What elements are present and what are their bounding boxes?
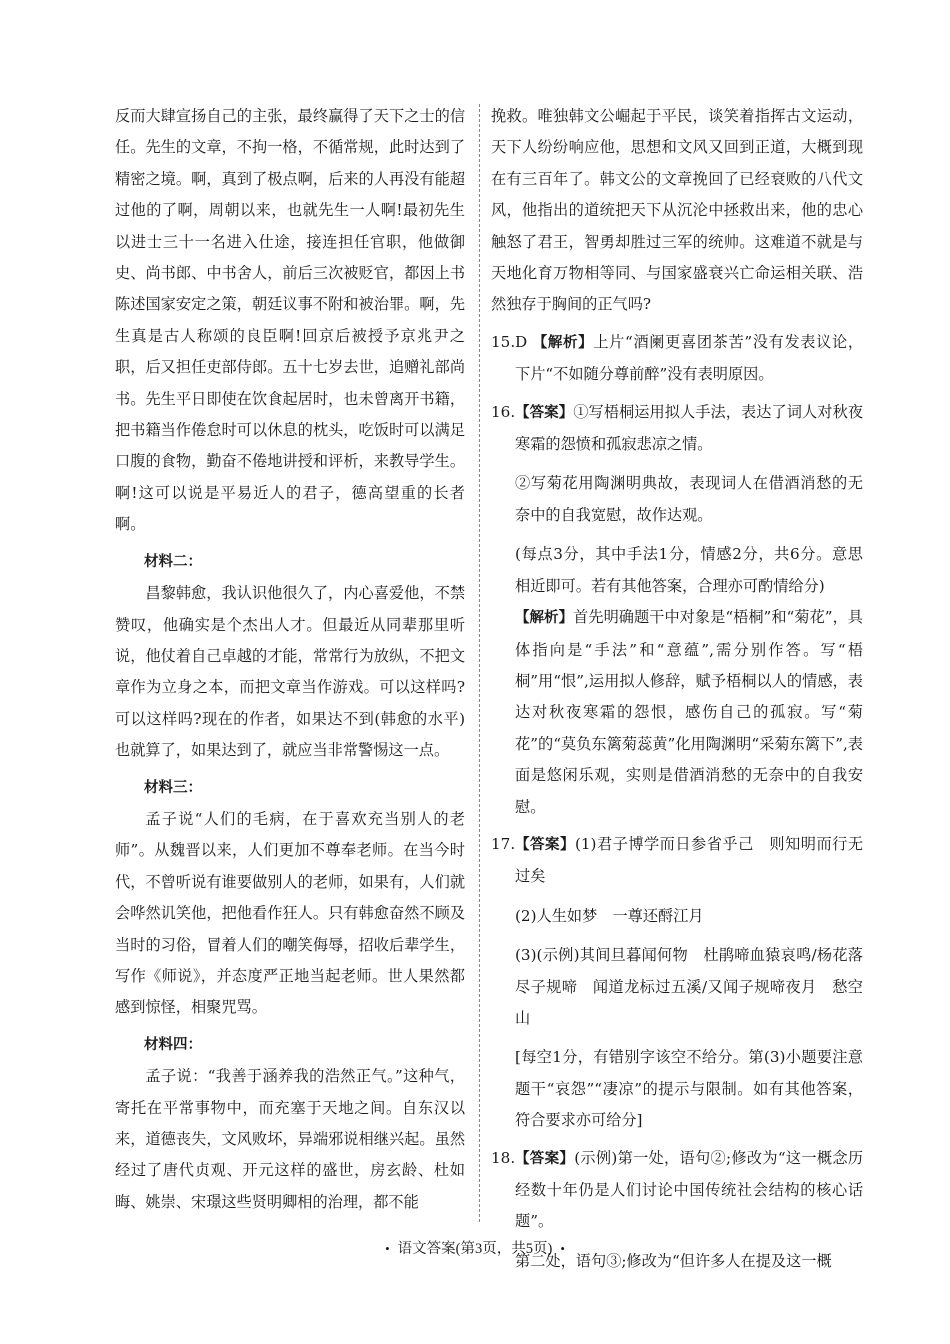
material-four xyxy=(115,1030,465,1218)
question-17 xyxy=(491,829,863,1137)
question-16-analysis-tag: 【解析】 xyxy=(515,610,574,627)
question-18-second: 第二处，语句③;修改为“但许多人在提及这一概 xyxy=(515,1251,832,1270)
question-17-part-3: (3)(示例)其间旦暮闻何物 杜鹃啼血猿哀鸣/杨花落尽子规啼 闻道龙标过五溪/又闻子规啼夜月 愁空山 xyxy=(515,946,863,1027)
question-17-scoring: [每空1分，有错别字该空不给分。第(3)小题要注意题干“哀怨”“凄凉”的提示与限制。如有其他答案，符合要求亦可给分] xyxy=(515,1048,863,1130)
page-footer xyxy=(0,1237,950,1258)
question-16-number: 16. xyxy=(491,402,516,421)
question-16-point-1: ①写梧桐运用拟人手法，表达了词人对秋夜寒霜的怨愤和孤寂悲凉之情。 xyxy=(515,402,864,454)
left-column xyxy=(115,101,465,1218)
footer-bullet-left: • xyxy=(385,1241,390,1256)
question-16-point-2: ②写菊花用陶渊明典故，表现词人在借酒消愁的无奈中的自我宽慰，故作达观。 xyxy=(515,474,863,524)
right-column xyxy=(491,101,863,1277)
question-16-answer-tag: 【答案】 xyxy=(515,404,574,421)
material-two xyxy=(115,547,465,767)
footer-bullet-right: • xyxy=(560,1241,565,1256)
question-17-part-1: (1)君子博学而日参省乎己 则知明而行无过矣 xyxy=(515,834,864,886)
material-three xyxy=(115,773,465,1024)
question-15-answer: D xyxy=(515,332,528,351)
material-two-heading: 材料二： xyxy=(144,553,202,570)
question-15-analysis: 上片“酒阑更喜团茶苦”没有发表议论，下片“不如随分尊前醉”没有表明原因。 xyxy=(515,332,864,384)
material-four-heading: 材料四： xyxy=(144,1036,202,1053)
material-one-continuation: 反而大肆宣扬自己的主张，最终赢得了天下之士的信任。先生的文章，不拘一格，不循常规，此时达到了精密之境。啊，真到了极点啊，后来的人再没有能超过他的了啊，周朝以来，也就先生一人啊!最初先生以进士三十一名进入仕途，接连担任官职，他做御史、尚书郎、中书舍人，前后三次被贬官，都因上书陈述国家安定之策，朝廷议事不附和被治罪。啊，先生真是古人称颂的良臣啊!回京后被授予京兆尹之职，后又担任吏部侍郎。五十七岁去世，追赠礼部尚书。先生平日即使在饮食起居时，也未曾离开书籍，把书籍当作倦怠时可以休息的枕头，吃饭时可以满足口腹的食物，勤奋不倦地讲授和评析，来教导学生。啊!这可以说是平易近人的君子，德高望重的长者啊。 xyxy=(115,107,465,534)
question-16-analysis: 首先明确题干中对象是“梧桐”和“菊花”，具体指向是“手法”和“意蕴”,需分别作答。写“梧桐”用“恨”,运用拟人修辞，赋予梧桐以人的情感，表达对秋夜寒霜的怨恨，感伤自己的孤寂。写“菊花”的“莫负东篱菊蕊黄”化用陶渊明“采菊东篱下”,表面是悠闲乐观，实则是借酒消愁的无奈中的自我安慰。 xyxy=(515,608,863,816)
column-divider xyxy=(479,104,480,1222)
question-15 xyxy=(491,327,863,391)
question-17-number: 17. xyxy=(491,834,516,853)
material-four-text: 孟子说：“我善于涵养我的浩然正气。”这种气，寄托在平常事物中，而充塞于天地之间。自东汉以来，道德丧失，文风败坏，异端邪说相继兴起。虽然经过了唐代贞观、开元这样的盛世，房玄龄、杜如晦、姚崇、宋璟这些贤明卿相的治理，都不能 xyxy=(115,1067,465,1211)
footer-page-label: 语文答案(第3页，共5页) xyxy=(397,1241,553,1257)
question-15-number: 15. xyxy=(491,332,516,351)
material-three-text: 孟子说“人们的毛病，在于喜欢充当别人的老师”。从魏晋以来，人们更加不尊奉老师。在当今时代，不曾听说有谁要做别人的老师，如果有，人们就会哗然讥笑他，把他看作狂人。只有韩愈奋然不顾及当时的习俗，冒着人们的嘲笑侮辱，招收后辈学生，写作《师说》，并态度严正地当起老师。世人果然都感到惊怪，相聚咒骂。 xyxy=(115,809,465,1017)
question-18-first: (示例)第一处，语句②;修改为“这一概念历经数十年仍是人们讨论中国传统社会结构的核心话题”。 xyxy=(515,1148,864,1231)
material-four-continuation: 挽救。唯独韩文公崛起于平民，谈笑着指挥古文运动，天下人纷纷响应他，思想和文风又回到正道，大概到现在有三百年了。韩文公的文章挽回了已经衰败的八代文风，他指出的道统把天下从沉沦中拯救出来，他的忠心触怒了君王，智勇却胜过三军的统帅。这难道不就是与天地化育万物相等同、与国家盛衰兴亡命运相关联、浩然独存于胸间的正气吗? xyxy=(491,107,863,314)
question-15-analysis-tag: 【解析】 xyxy=(532,334,594,351)
question-16-scoring: (每点3分，其中手法1分，情感2分，共6分。意思相近即可。若有其他答案，合理亦可酌情给分) xyxy=(515,545,863,595)
question-18-answer-tag: 【答案】 xyxy=(515,1150,575,1167)
material-two-text: 昌黎韩愈，我认识他很久了，内心喜爱他，不禁赞叹，他确实是个杰出人才。但最近从同辈那里听说，他仗着自己卓越的才能，常常行为放纵，不把文章作为立身之本，而把文章当作游戏。可以这样吗?可以这样吗?现在的作者，如果达不到(韩愈的水平)也就算了，如果达到了，就应当非常警惕这一点。 xyxy=(115,584,465,760)
material-three-heading: 材料三： xyxy=(144,779,202,796)
question-16 xyxy=(491,397,863,823)
question-18-number: 18. xyxy=(491,1148,516,1167)
question-17-part-2: (2)人生如梦 一尊还酹江月 xyxy=(515,906,704,925)
question-17-answer-tag: 【答案】 xyxy=(515,836,575,853)
